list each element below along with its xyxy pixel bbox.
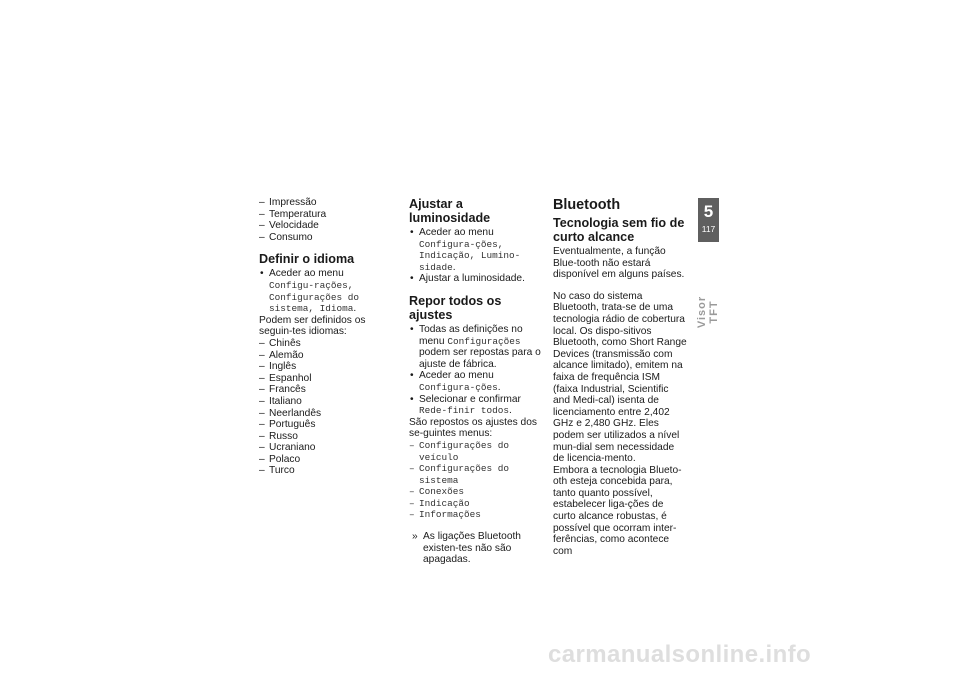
language-item: – Chinês (259, 338, 391, 350)
language-item: – Polaco (259, 454, 391, 466)
step-text: Todas as definições no menu (419, 323, 523, 347)
section-title: Bluetooth (553, 197, 621, 213)
step-brightness-menu: • Aceder ao menu Configura-ções, Indicação, Lumino-sidade. (409, 227, 543, 273)
step-text: podem ser repostas para o ajuste de fábrica. (419, 347, 541, 370)
step-reset-confirm: • Selecionar e confirmar Rede-finir todos. (409, 394, 543, 417)
note-marker: » (412, 531, 418, 543)
chapter-title: Visor TFT (696, 295, 720, 329)
step-reset-menu: • Aceder ao menu Configura-ções. (409, 370, 543, 393)
language-item: – Espanhol (259, 373, 391, 385)
paragraph: No caso do sistema Bluetooth, trata-se de uma tecnologia rádio de cobertura local. Os dispo-sitivos Bluetooth, como Short Range Devices (transmissão com alcance limitado), emitem na faixa de frequência ISM (faixa Industrial, Scientific and Medi-cal) isenta de licenciamento entre 2,402 GHz e 2,480 GHz. Eles podem ser utilizados a nível mun-dial sem necessidade de licencia-mento. (553, 290, 687, 465)
top-list (259, 197, 391, 243)
step-text: Aceder ao menu (269, 268, 344, 280)
column-middle (409, 197, 543, 566)
language-item: – Ucraniano (259, 442, 391, 454)
language-list (259, 338, 391, 477)
language-item: – Francês (259, 384, 391, 396)
step-text: Selecionar e confirmar (419, 393, 521, 405)
step-access-menu: • Aceder ao menu Configu-rações, Configurações do sistema, Idioma. (259, 268, 391, 314)
language-item: – Inglês (259, 361, 391, 373)
step-text: Aceder ao menu (419, 227, 494, 238)
reset-intro: São repostos os ajustes dos se-guintes menus: (409, 416, 537, 440)
list-item: – Impressão (259, 197, 391, 209)
heading-brightness: Ajustar a luminosidade (409, 197, 491, 225)
step-reset-info (409, 324, 543, 370)
column-left (259, 197, 391, 477)
page-number: 117 (701, 224, 716, 234)
menu-item: – Conexões (409, 486, 543, 498)
column-right (553, 197, 687, 557)
language-item: – Alemão (259, 350, 391, 362)
chapter-tab (698, 198, 719, 242)
step-text: Aceder ao menu (419, 370, 494, 382)
menu-path: Configura-ções, Indicação, Lumino-sidade (419, 238, 521, 273)
language-item: – Turco (259, 465, 391, 477)
menu-path: Configu-rações, Configurações do sistema, Idioma (269, 279, 360, 315)
language-item: – Português (259, 419, 391, 431)
languages-intro: Podem ser definidos os seguin-tes idiomas: (259, 314, 366, 338)
paragraph: Eventualmente, a função Blue-tooth não estará disponível em alguns países. (553, 246, 685, 281)
menu-item: – Indicação (409, 498, 543, 510)
step-adjust-brightness: • Ajustar a luminosidade. (409, 273, 543, 285)
paragraph: Embora a tecnologia Blueto-oth esteja concebida para, tanto quanto possível, estabelecer liga-ções de curto alcance robustas, é possível que ocorram inter-ferências, como acontece com (553, 464, 682, 557)
subheading: Tecnologia sem fio de curto alcance (553, 216, 685, 244)
menu-item: – Configurações do sistema (409, 463, 543, 486)
language-item: – Italiano (259, 396, 391, 408)
language-item: – Neerlandês (259, 408, 391, 420)
heading-reset: Repor todos os ajustes (409, 293, 502, 322)
chapter-number: 5 (703, 202, 714, 221)
menu-item: – Informações (409, 509, 543, 521)
heading-language: Definir o idioma (259, 252, 355, 267)
list-item: – Consumo (259, 232, 391, 244)
reset-menu-list (409, 440, 543, 521)
menu-item: – Configurações do veículo (409, 440, 543, 463)
menu-path: Configura-ções (419, 381, 498, 393)
list-item: – Velocidade (259, 220, 391, 232)
note-bluetooth (409, 531, 543, 566)
watermark: carmanualsonline.info (548, 641, 812, 668)
menu-path: Rede-finir todos (419, 405, 510, 417)
note-text: As ligações Bluetooth existen-tes não são apagadas. (423, 531, 521, 566)
language-item: – Russo (259, 431, 391, 443)
menu-path: Configurações (447, 335, 521, 347)
list-item: – Temperatura (259, 209, 391, 221)
